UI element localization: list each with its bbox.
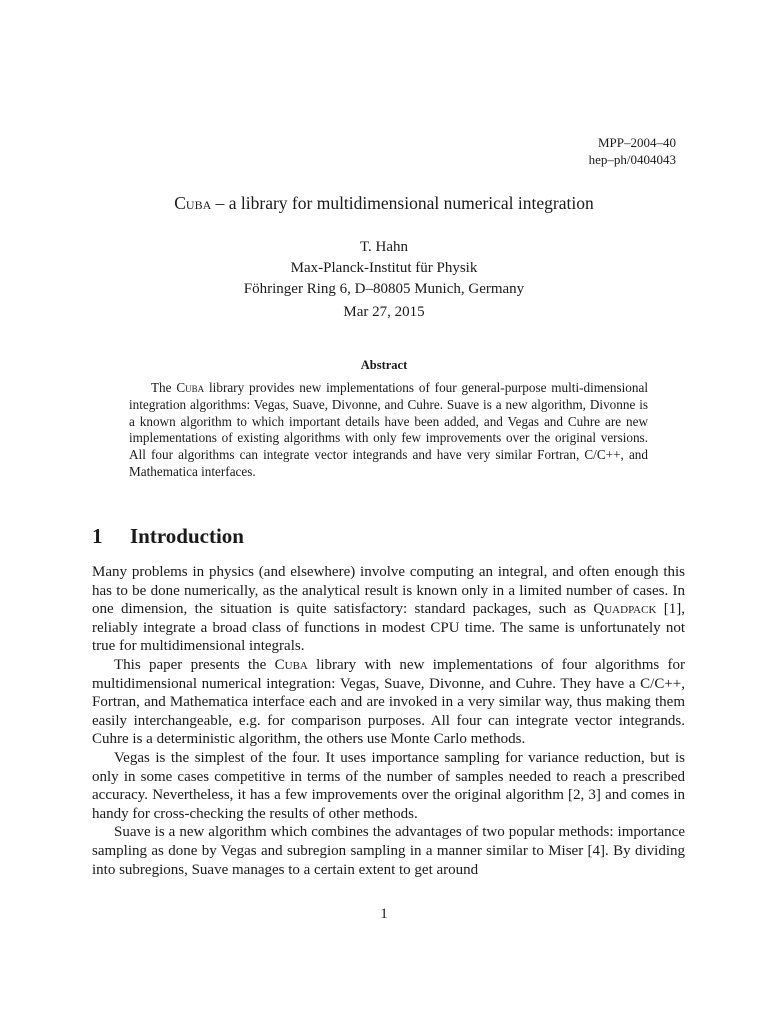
abstract-text-after: library provides new implementations of four general-purpose multi-dimensional integration algorithms: Vegas, Suave, Divonne, and Cuhre. Suave is a new algorithm, Divonne is a known algorithm to which important details have been added, and Vegas and Cuhre are new implementations of existing algorithms with only few improvements over the original versions. All four algorithms can integrate vector integrands and have very similar Fortran, C/C++, and Mathematica interfaces.	[129, 380, 648, 479]
paragraph-2-part-a: This paper presents the	[114, 656, 275, 673]
paragraph-4: Suave is a new algorithm which combines the advantages of two popular methods: importance sampling as done by Vegas and subregion sampling in a manner similar to Miser [4]. By dividing into subregions, Suave manages to a certain extent to get around	[92, 824, 685, 878]
arxiv-id: hep–ph/0404043	[588, 152, 676, 167]
abstract-text	[129, 380, 648, 481]
section-number: 1	[92, 524, 103, 548]
paragraph-2-part-b: library with new implementations of four algorithms for multidimensional numerical integration: Vegas, Suave, Divonne, and Cuhre. They have a C/C++, Fortran, and Mathematica interface each and are invoked in a very similar way, thus making them easily interchangeable, e.g. for comparison purposes. All four can integrate vector integrands. Cuhre is a deterministic algorithm, the others use Monte Carlo methods.	[92, 656, 685, 748]
title-library-name: Cuba	[174, 193, 212, 213]
paragraph-2	[92, 656, 685, 749]
abstract-text-before: The	[151, 380, 177, 395]
page-number: 1	[380, 906, 388, 922]
quadpack-name: Quadpack	[593, 601, 657, 618]
paragraph-1-part-a: Many problems in physics (and elsewhere) involve computing an integral, and often enough this has to be done numerically, as the analytical result is known only in a limited number of cases. In one dimension, the situation is quite satisfactory: standard packages, such as	[92, 564, 685, 618]
author-address: Föhringer Ring 6, D–80805 Munich, Germany	[243, 281, 525, 297]
abstract-library-name: Cuba	[176, 380, 205, 395]
author-name: T. Hahn	[359, 239, 409, 255]
section-title: Introduction	[130, 524, 244, 548]
title-rest: – a library for multidimensional numerical integration	[211, 193, 594, 213]
report-number: MPP–2004–40	[597, 135, 676, 150]
paragraph-1	[92, 563, 685, 656]
cuba-name: Cuba	[274, 656, 308, 673]
preprint-numbers	[589, 134, 676, 168]
author-institute: Max-Planck-Institut für Physik	[290, 260, 478, 276]
paper-title	[0, 193, 768, 214]
paragraph-1-part-b: [1], reliably integrate a broad class of functions in modest CPU time. The same is unfortunately not true for multidimensional integrals.	[92, 601, 685, 655]
section-heading	[92, 524, 244, 549]
body-text	[92, 563, 685, 879]
paper-date: Mar 27, 2015	[343, 304, 425, 320]
author-block	[0, 237, 768, 300]
paragraph-3: Vegas is the simplest of the four. It uses importance sampling for variance reduction, but is only in some cases competitive in terms of the number of samples needed to reach a prescribed accuracy. Nevertheless, it has a few improvements over the original algorithm [2, 3] and comes in handy for cross-checking the results of other methods.	[92, 749, 685, 822]
abstract-heading: Abstract	[360, 358, 408, 372]
